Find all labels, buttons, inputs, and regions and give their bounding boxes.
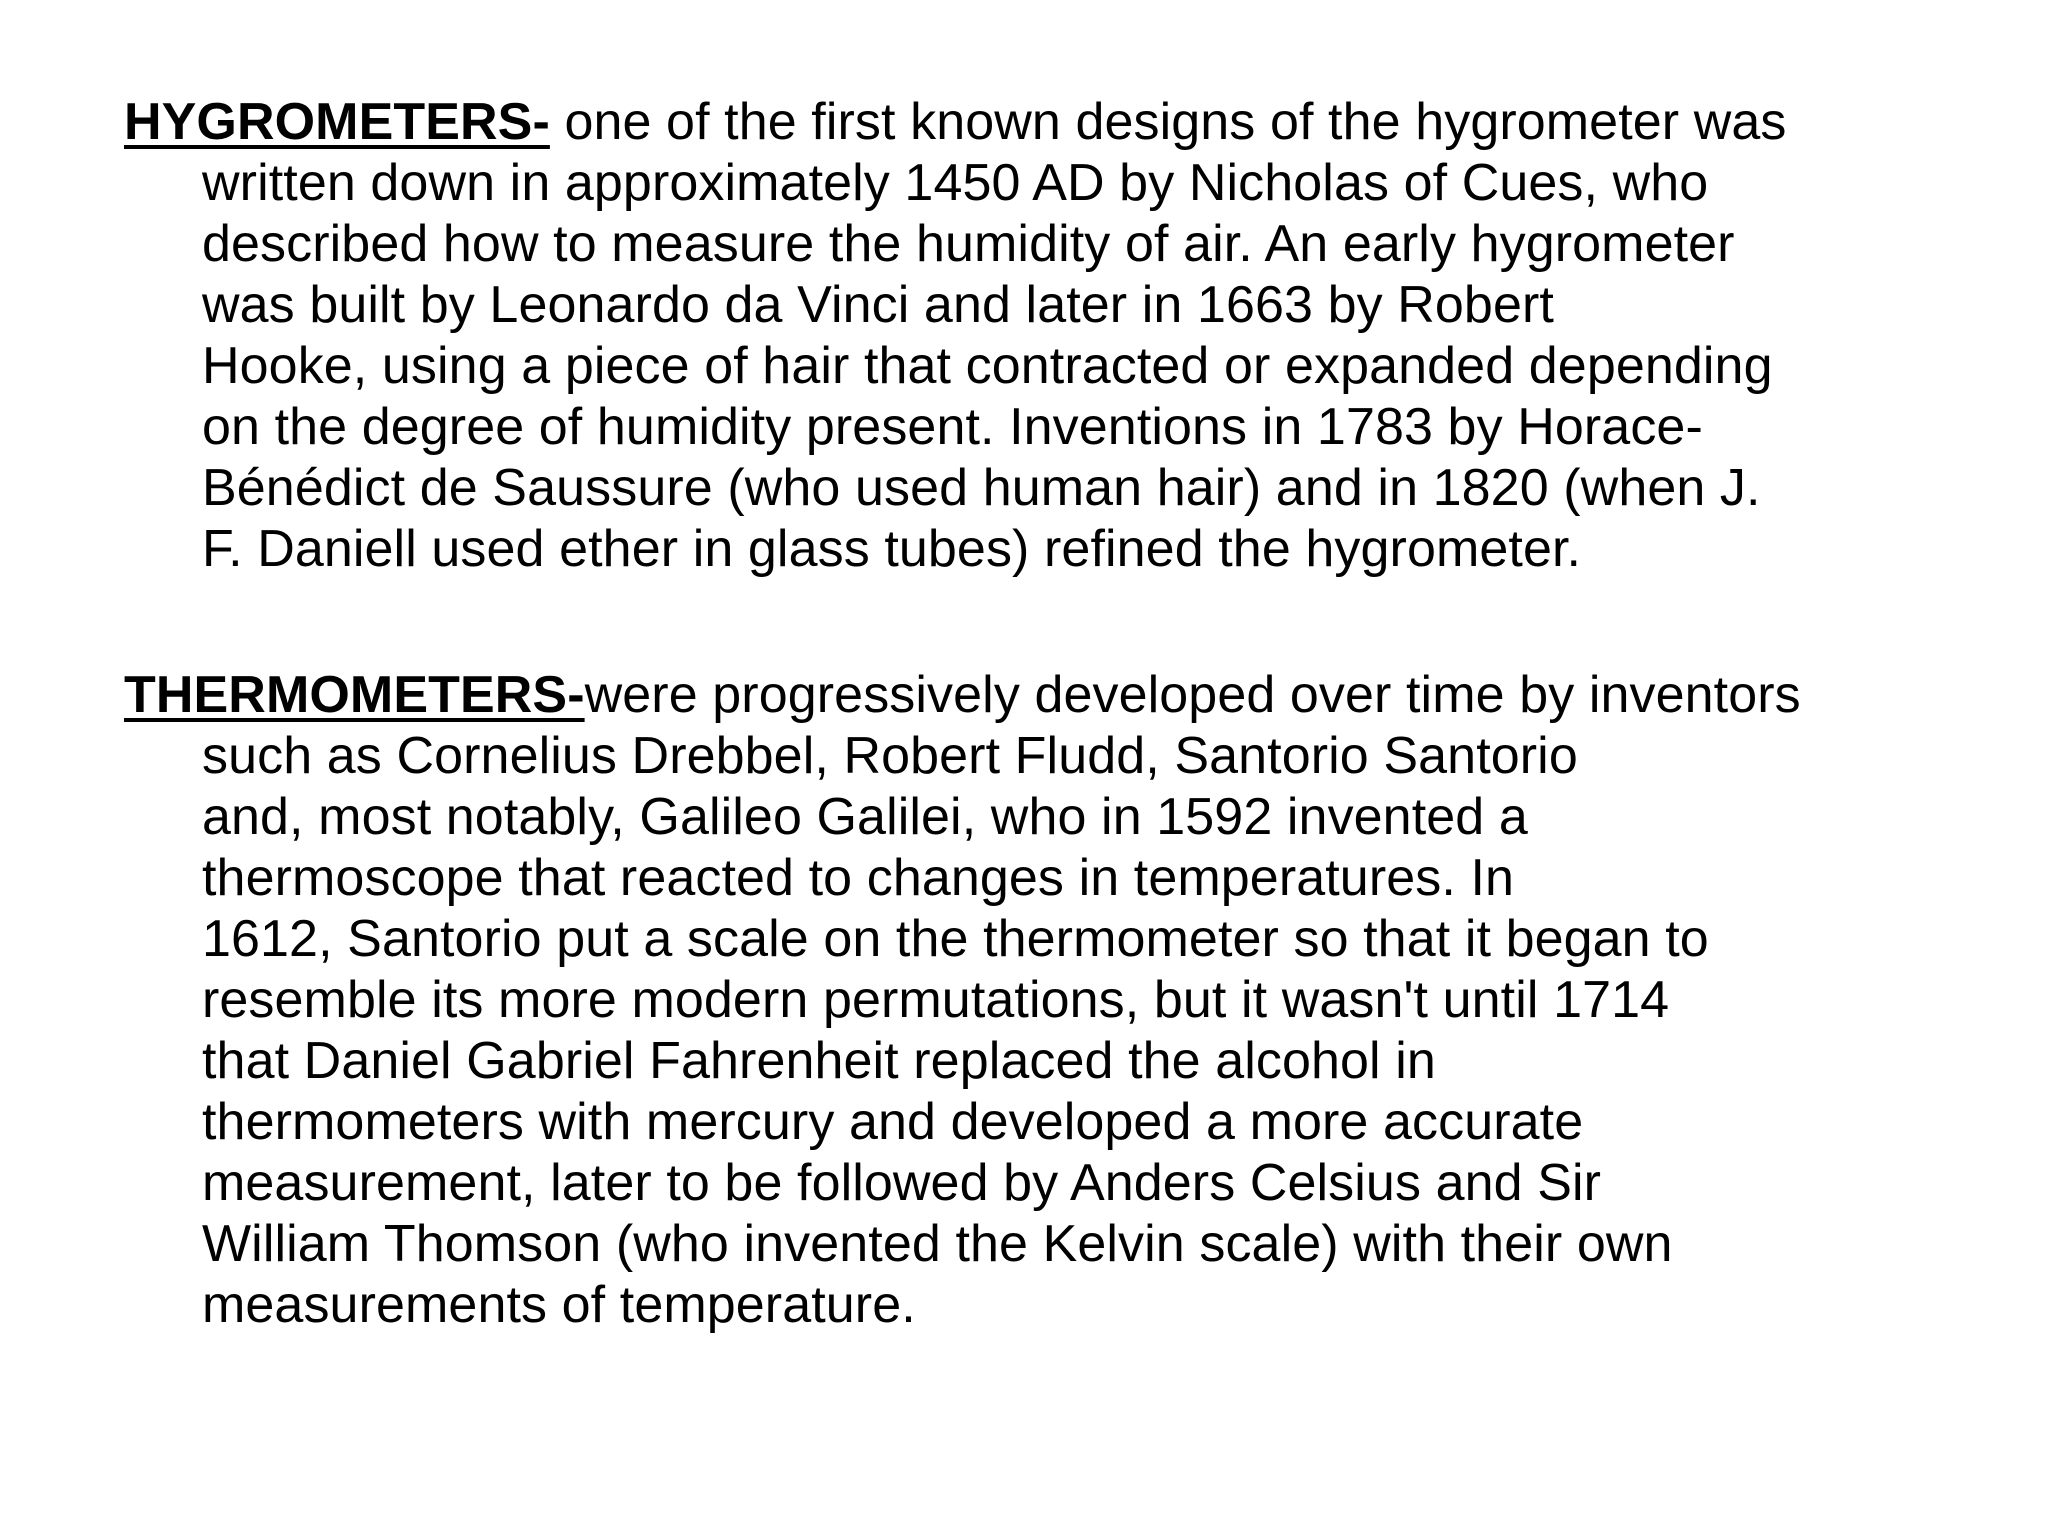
thermometers-line-8: thermometers with mercury and developed a more accurate [202, 1093, 1584, 1151]
hygrometers-line-4: was built by Leonardo da Vinci and later in 1663 by Robert [202, 276, 1554, 334]
thermometers-text-1: were progressively developed over time by inventors [584, 666, 1801, 724]
hygrometers-text-1: one of the first known designs of the hygrometer was [549, 93, 1787, 151]
hygrometers-line-3: described how to measure the humidity of air. An early hygrometer [202, 215, 1735, 273]
hygrometers-line-5: Hooke, using a piece of hair that contracted or expanded depending [202, 337, 1773, 395]
hygrometers-line-6: on the degree of humidity present. Inventions in 1783 by Horace- [202, 398, 1703, 456]
thermometers-paragraph [124, 665, 1984, 1336]
thermometers-line-10: William Thomson (who invented the Kelvin scale) with their own [202, 1215, 1673, 1273]
hygrometers-line-8: F. Daniell used ether in glass tubes) refined the hygrometer. [202, 520, 1582, 578]
thermometers-line-11: measurements of temperature. [202, 1276, 916, 1334]
thermometers-line-3: and, most notably, Galileo Galilei, who in 1592 invented a [202, 788, 1528, 846]
hygrometers-line-7: Bénédict de Saussure (who used human hair) and in 1820 (when J. [202, 459, 1761, 517]
thermometers-line-2: such as Cornelius Drebbel, Robert Fludd, Santorio Santorio [202, 727, 1578, 785]
thermometers-line-5: 1612, Santorio put a scale on the thermometer so that it began to [202, 910, 1709, 968]
thermometers-line-6: resemble its more modern permutations, but it wasn't until 1714 [202, 971, 1670, 1029]
hygrometers-term: HYGROMETERS- [124, 93, 550, 151]
hygrometers-line-2: written down in approximately 1450 AD by Nicholas of Cues, who [202, 154, 1709, 212]
thermometers-line-1 [124, 665, 1984, 726]
thermometers-line-7: that Daniel Gabriel Fahrenheit replaced the alcohol in [202, 1032, 1436, 1090]
thermometers-term: THERMOMETERS- [124, 666, 585, 724]
hygrometers-paragraph [124, 92, 1984, 580]
thermometers-line-4: thermoscope that reacted to changes in temperatures. In [202, 849, 1515, 907]
hygrometers-line-1 [124, 92, 1984, 153]
thermometers-line-9: measurement, later to be followed by Anders Celsius and Sir [202, 1154, 1602, 1212]
